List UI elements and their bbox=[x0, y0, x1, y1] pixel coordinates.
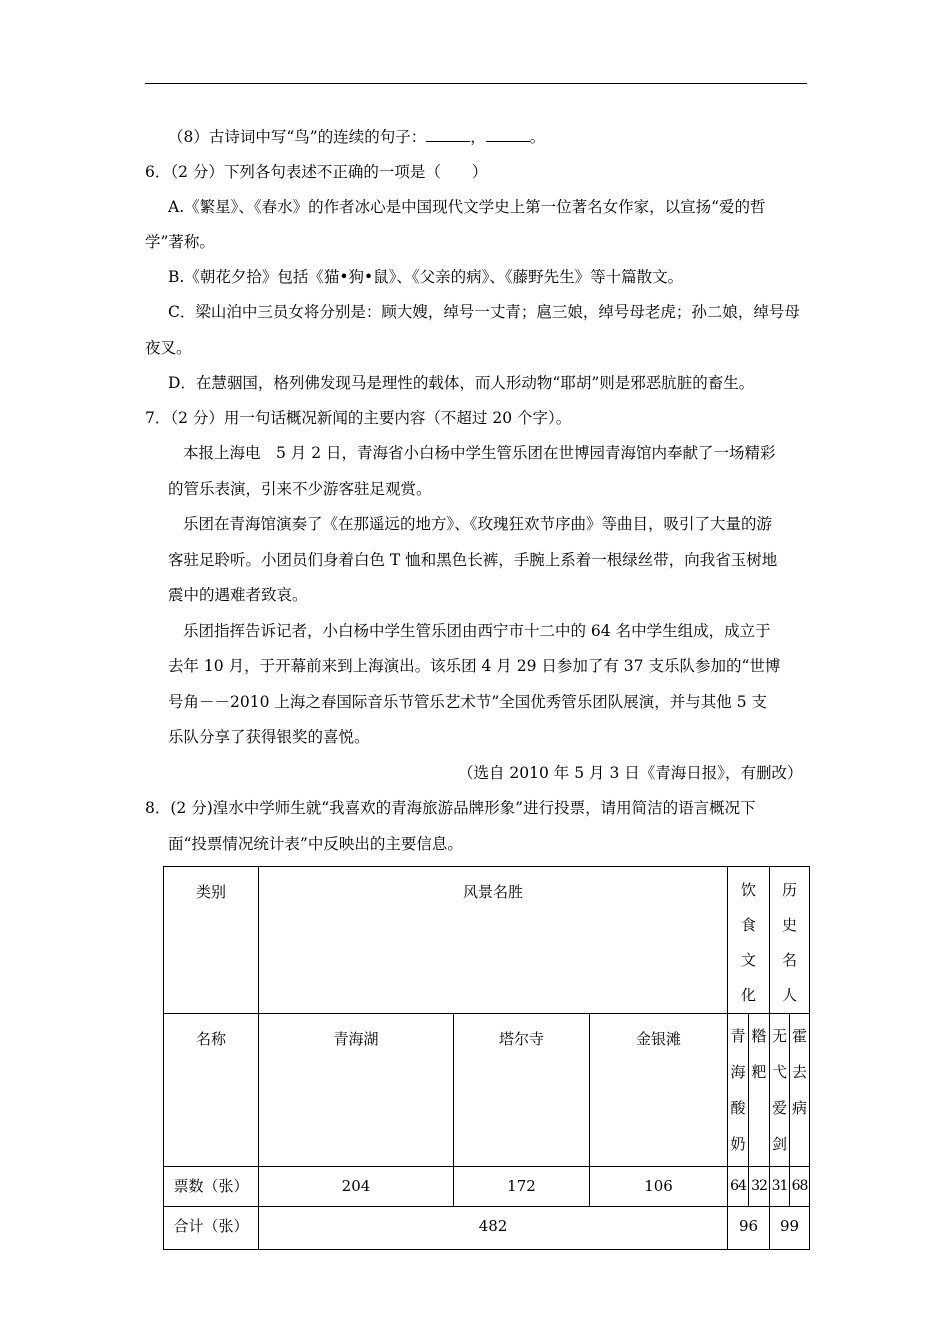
blank-separator: ， bbox=[470, 128, 486, 146]
table-row-category bbox=[164, 867, 810, 1014]
cell-header-votes: 票数（张） bbox=[164, 1167, 259, 1207]
q7-para3-line4: 乐队分享了获得银奖的喜悦。 bbox=[168, 728, 370, 746]
cell-votes-1: 172 bbox=[454, 1167, 590, 1207]
cell-name-qinghai-lake: 青海湖 bbox=[259, 1014, 454, 1167]
cell-header-scenery: 风景名胜 bbox=[259, 867, 728, 1014]
answer-blank-2[interactable] bbox=[486, 127, 530, 142]
table-row-votes bbox=[164, 1167, 810, 1207]
table-row-names bbox=[164, 1014, 810, 1167]
answer-blank-1[interactable] bbox=[426, 127, 470, 142]
cell-name-jinyin-beach: 金银滩 bbox=[590, 1014, 728, 1167]
cell-name-yogurt: 青海酸奶 bbox=[728, 1014, 749, 1167]
q7-para3-line3: 号角－－2010 上海之春国际音乐节管乐艺术节”全国优秀管乐团队展演，并与其他 5 支 bbox=[168, 693, 768, 711]
cell-name-taer-temple: 塔尔寺 bbox=[454, 1014, 590, 1167]
cell-name-wuyi-aijian: 无弋爱剑 bbox=[770, 1014, 790, 1167]
q8-stem-line2: 面“投票情况统计表”中反映出的主要信息。 bbox=[168, 835, 463, 853]
cell-votes-5: 31 bbox=[770, 1167, 790, 1207]
cell-votes-2: 106 bbox=[590, 1167, 728, 1207]
cell-header-name: 名称 bbox=[164, 1014, 259, 1167]
cell-header-food: 饮食文化 bbox=[728, 867, 770, 1014]
cell-header-history: 历史名人 bbox=[770, 867, 810, 1014]
cell-total-history: 99 bbox=[770, 1207, 810, 1250]
q7-para1-line1: 本报上海电 5 月 2 日，青海省小白杨中学生管乐团在世博园青海馆内奉献了一场精彩 bbox=[183, 444, 776, 462]
q6-option-c-line2: 夜叉。 bbox=[145, 339, 192, 357]
q7-para2-line2: 客驻足聆听。小团员们身着白色 T 恤和黑色长裤，手腕上系着一根绿丝带，向我省玉树地 bbox=[168, 551, 778, 569]
header-rule bbox=[145, 83, 807, 84]
q6-stem: 6．（2 分）下列各句表述不正确的一项是（ ） bbox=[145, 163, 488, 181]
q7-source: （选自 2010 年 5 月 3 日《青海日报》，有删改） bbox=[458, 764, 803, 782]
q6-option-a-line1: A.《繁星》、《春水》的作者冰心是中国现代文学史上第一位著名女作家，以宣扬“爱的哲 bbox=[168, 198, 766, 216]
q7-para2-line3: 震中的遇难者致哀。 bbox=[168, 586, 308, 604]
table-row-totals bbox=[164, 1207, 810, 1250]
q7-para1-line2: 的管乐表演，引来不少游客驻足观赏。 bbox=[168, 480, 432, 498]
q5-item8-text: （8）古诗词中写“鸟”的连续的句子： bbox=[168, 128, 427, 146]
cell-total-food: 96 bbox=[728, 1207, 770, 1250]
q6-option-b: B.《朝花夕拾》包括《猫•狗•鼠》、《父亲的病》、《藤野先生》等十篇散文。 bbox=[168, 268, 684, 286]
cell-name-zanba: 糌粑 bbox=[749, 1014, 770, 1167]
q7-para3-line2: 去年 10 月，于开幕前来到上海演出。该乐团 4 月 29 日参加了有 37 支乐队参加的“世博 bbox=[168, 657, 781, 675]
cell-votes-4: 32 bbox=[749, 1167, 770, 1207]
q8-stem-line1: 8．(2 分)湟水中学师生就“我喜欢的青海旅游品牌形象”进行投票，请用简洁的语言概况下 bbox=[145, 799, 756, 817]
cell-header-total: 合计（张） bbox=[164, 1207, 259, 1250]
cell-votes-3: 64 bbox=[728, 1167, 749, 1207]
q7-para2-line1: 乐团在青海馆演奏了《在那遥远的地方》、《玫瑰狂欢节序曲》等曲目，吸引了大量的游 bbox=[183, 515, 773, 533]
vote-stats-table bbox=[163, 866, 810, 1250]
q7-stem: 7．（2 分）用一句话概况新闻的主要内容（不超过 20 个字）。 bbox=[145, 409, 572, 427]
cell-header-category: 类别 bbox=[164, 867, 259, 1014]
q6-option-a-line2: 学”著称。 bbox=[145, 233, 215, 251]
cell-votes-6: 68 bbox=[790, 1167, 810, 1207]
q6-option-d: D．在慧骃国，格列佛发现马是理性的载体，而人形动物“耶胡”则是邪恶肮脏的畜生。 bbox=[168, 374, 755, 392]
q7-para3-line1: 乐团指挥告诉记者，小白杨中学生管乐团由西宁市十二中的 64 名中学生组成，成立于 bbox=[183, 622, 771, 640]
cell-total-scenery: 482 bbox=[259, 1207, 728, 1250]
cell-name-huo-qubing: 霍去病 bbox=[790, 1014, 810, 1167]
cell-votes-0: 204 bbox=[259, 1167, 454, 1207]
sentence-end: 。 bbox=[529, 128, 546, 146]
q5-item8 bbox=[168, 127, 545, 147]
q6-option-c-line1: C．梁山泊中三员女将分别是：顾大嫂，绰号一丈青；扈三娘，绰号母老虎；孙二娘，绰号母 bbox=[168, 303, 800, 321]
